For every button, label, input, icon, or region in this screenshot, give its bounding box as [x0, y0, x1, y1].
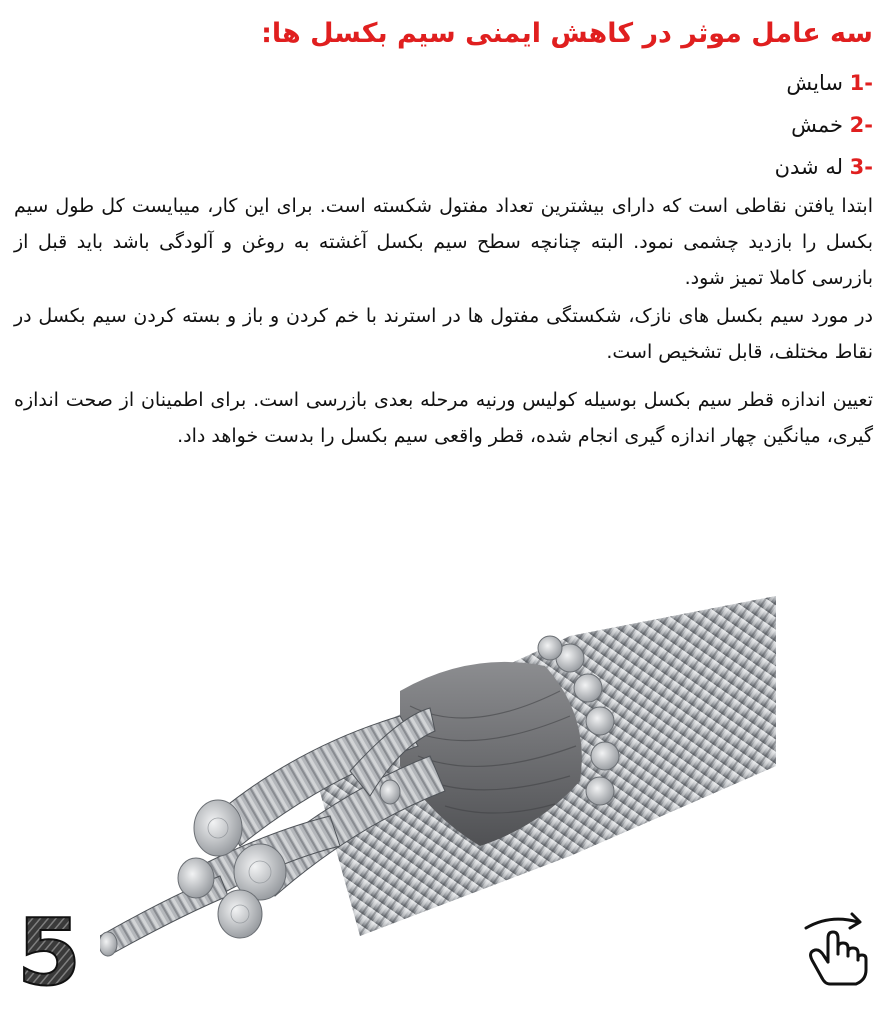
swipe-hand-icon[interactable]: [800, 908, 876, 988]
article-title: سه عامل موثر در کاهش ایمنی سیم بکسل ها:: [261, 18, 873, 49]
page-number: [14, 902, 84, 992]
article: [14, 14, 873, 454]
paragraph-diameter: تعیین اندازه قطر سیم بکسل بوسیله کولیس ورنیه مرحله بعدی بازرسی است. برای اطمینان از صحت اندازه گیری، میانگین چهار اندازه گیری انجام شده، قطر واقعی سیم بکسل را بدست خواهد داد.: [14, 389, 873, 447]
paragraph-inspection: ابتدا یافتن نقاطی است که دارای بیشترین تعداد مفتول شکسته است. برای این کار، میبایست کل طول سیم بکسل را بازدید چشمی نمود. البته چنانچه سطح سیم بکسل آغشته به روغن و آلودگی باشد باید قبل از بازرسی کاملا تمیز شود.: [14, 195, 873, 289]
list-item: [14, 146, 873, 188]
factor-list: [14, 62, 873, 188]
list-item-number: 3-: [849, 155, 873, 179]
list-item-number: 1-: [849, 71, 873, 95]
list-item-number: 2-: [849, 113, 873, 137]
page-number-text: 5: [16, 902, 82, 992]
list-item-text: سایش: [786, 71, 843, 95]
steel-wire-rope-illustration: [100, 596, 776, 966]
list-item-text: خمش: [791, 113, 843, 137]
list-item: [14, 104, 873, 146]
list-item-text: له شدن: [774, 155, 843, 179]
list-item: [14, 62, 873, 104]
paragraph-thin-ropes: در مورد سیم بکسل های نازک، شکستگی مفتول ها در استرند با خم کردن و باز و بسته کردن سیم بکسل در نقاط مختلف، قابل تشخیص است.: [14, 305, 873, 363]
